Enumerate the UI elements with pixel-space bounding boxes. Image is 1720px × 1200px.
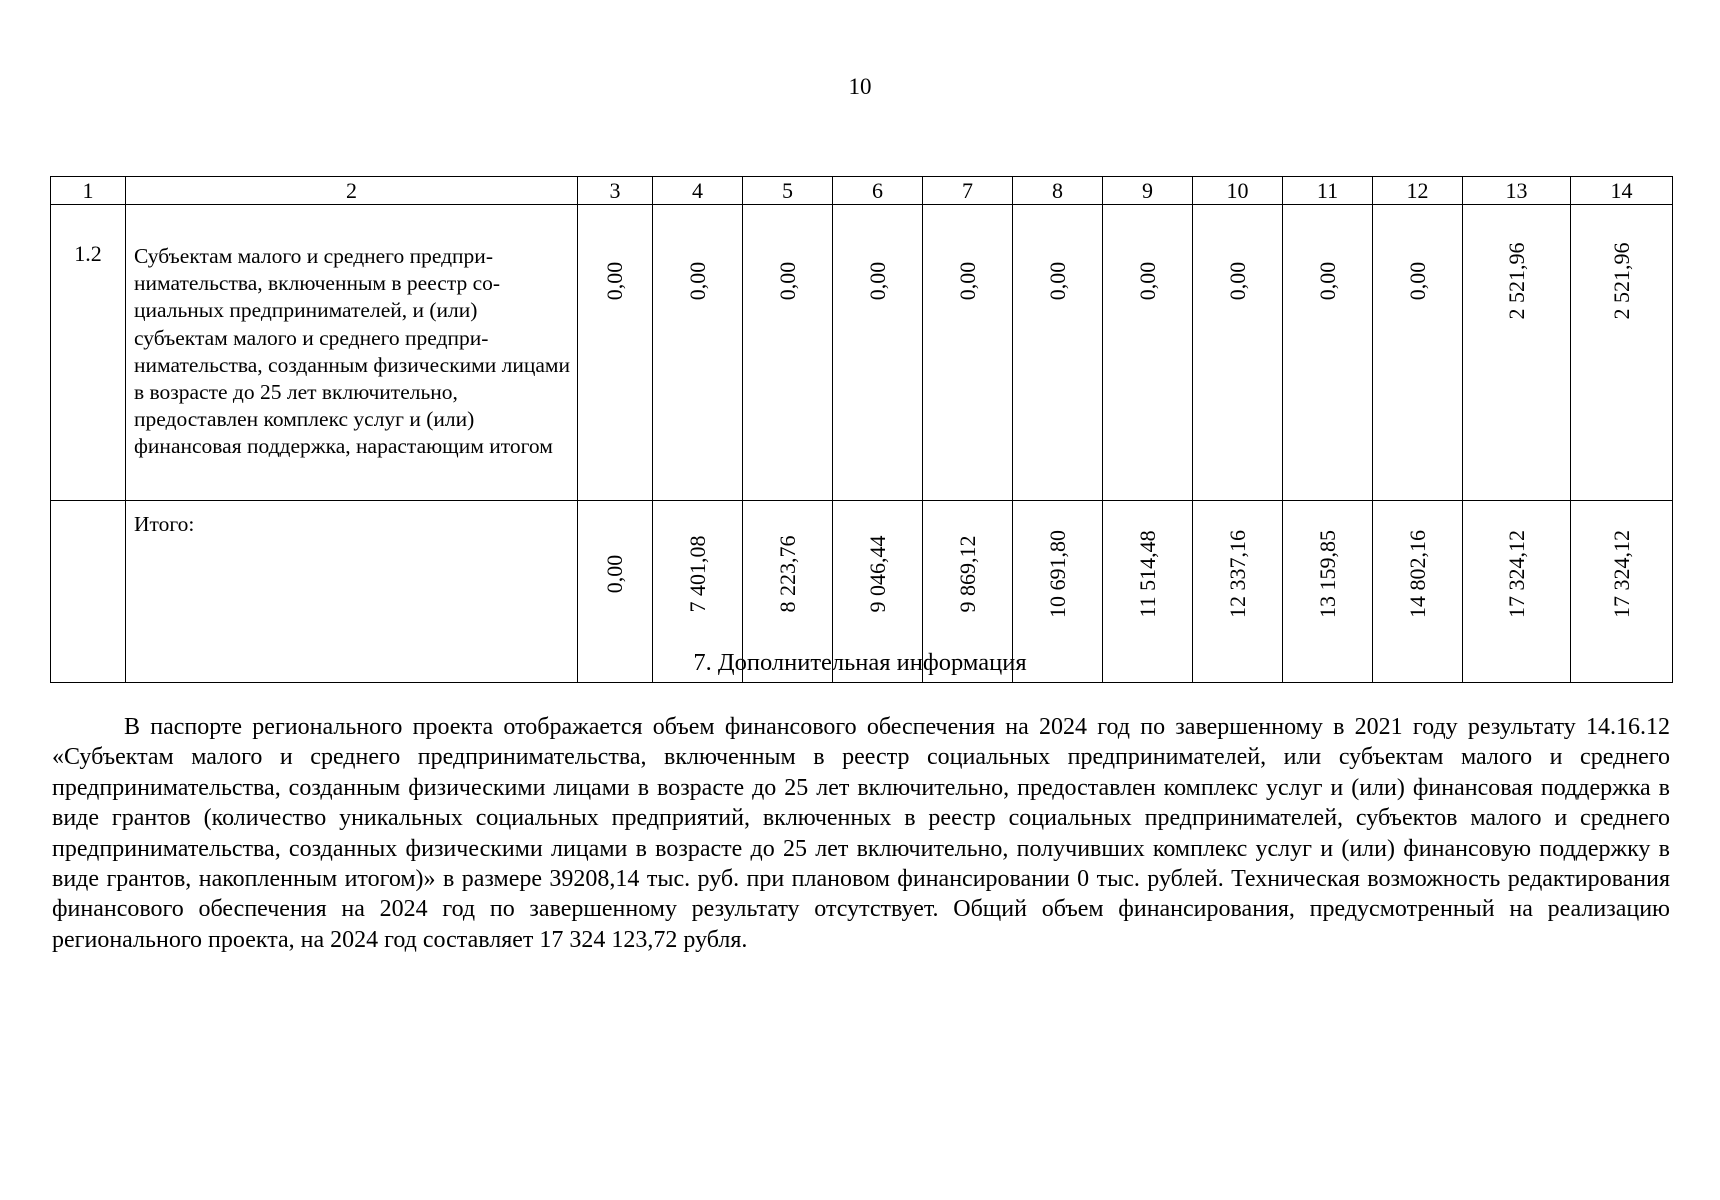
value-cell: 17 324,12 [1608, 530, 1634, 618]
value-cell: 2 521,96 [1608, 242, 1634, 320]
value-cell: 0,00 [1404, 261, 1430, 301]
column-header: 12 [1373, 177, 1463, 205]
column-header: 9 [1103, 177, 1193, 205]
column-header: 2 [126, 177, 578, 205]
value-cell: 7 401,08 [684, 535, 710, 613]
column-header: 10 [1193, 177, 1283, 205]
column-header: 5 [743, 177, 833, 205]
column-header: 14 [1571, 177, 1673, 205]
table-row [51, 205, 1673, 501]
table-header-row [51, 177, 1673, 205]
column-header: 4 [653, 177, 743, 205]
value-cell: 17 324,12 [1503, 530, 1529, 618]
value-cell: 0,00 [1224, 261, 1250, 301]
column-header: 1 [51, 177, 126, 205]
row-description: Итого: [126, 501, 578, 683]
value-cell: 0,00 [1314, 261, 1340, 301]
section-title: 7. Дополнительная информация [693, 649, 1027, 676]
page-number: 10 [848, 74, 872, 99]
value-cell: 0,00 [954, 261, 980, 301]
column-header: 7 [923, 177, 1013, 205]
value-cell: 14 802,16 [1404, 530, 1430, 618]
value-cell: 2 521,96 [1503, 242, 1529, 320]
financing-table [50, 176, 1673, 683]
value-cell: 0,00 [774, 261, 800, 301]
row-description: Субъектам малого и среднего предпринимательства, включенным в реестр социальных предпринимателей, и (или) субъектам малого и среднего предпринимательства, созданным физическими лицами в возрасте до 25 лет включительно, предоставлен комплекс услуг и (или) финансовая поддержка, нарастающим итогом [126, 205, 578, 501]
value-cell: 0,00 [1134, 261, 1160, 301]
column-header: 13 [1463, 177, 1571, 205]
value-cell: 12 337,16 [1224, 530, 1250, 618]
column-header: 8 [1013, 177, 1103, 205]
column-header: 11 [1283, 177, 1373, 205]
value-cell: 9 046,44 [864, 535, 890, 613]
value-cell: 0,00 [684, 261, 710, 301]
value-cell: 10 691,80 [1044, 530, 1070, 618]
value-cell: 0,00 [1044, 261, 1070, 301]
value-cell: 11 514,48 [1134, 530, 1160, 618]
value-cell: 9 869,12 [954, 535, 980, 613]
column-header: 3 [578, 177, 653, 205]
additional-info-paragraph: В паспорте регионального проекта отображается объем финансового обеспечения на 2024 год по завершенному в 2021 году результату 14.16.12 «Субъектам малого и среднего предпринимательства, включенным в реестр социальных предпринимателей, или субъектам малого и среднего предпринимательства, созданным физическими лицами в возрасте до 25 лет включительно, предоставлен комплекс услуг и (или) финансовая поддержка в виде грантов (количество уникальных социальных предприятий, включенных в реестр социальных предпринимателей, субъектов малого и среднего предпринимательства, созданных физическими лицами в возрасте до 25 лет включительно, получивших комплекс услуг и (или) финансовую поддержку в виде грантов, накопленным итогом)» в размере 39208,14 тыс. руб. при плановом финансировании 0 тыс. рублей. Техническая возможность редактирования финансового обеспечения на 2024 год по завершенному результату отсутствует. Общий объем финансирования, предусмотренный на реализацию регионального проекта, на 2024 год составляет 17 324 123,72 рубля. [52, 714, 1670, 953]
value-cell: 0,00 [864, 261, 890, 301]
value-cell: 0,00 [602, 261, 627, 301]
value-cell: 0,00 [602, 554, 627, 594]
column-header: 6 [833, 177, 923, 205]
value-cell: 13 159,85 [1314, 530, 1340, 618]
value-cell: 8 223,76 [774, 535, 800, 613]
row-number: 1.2 [51, 205, 126, 501]
